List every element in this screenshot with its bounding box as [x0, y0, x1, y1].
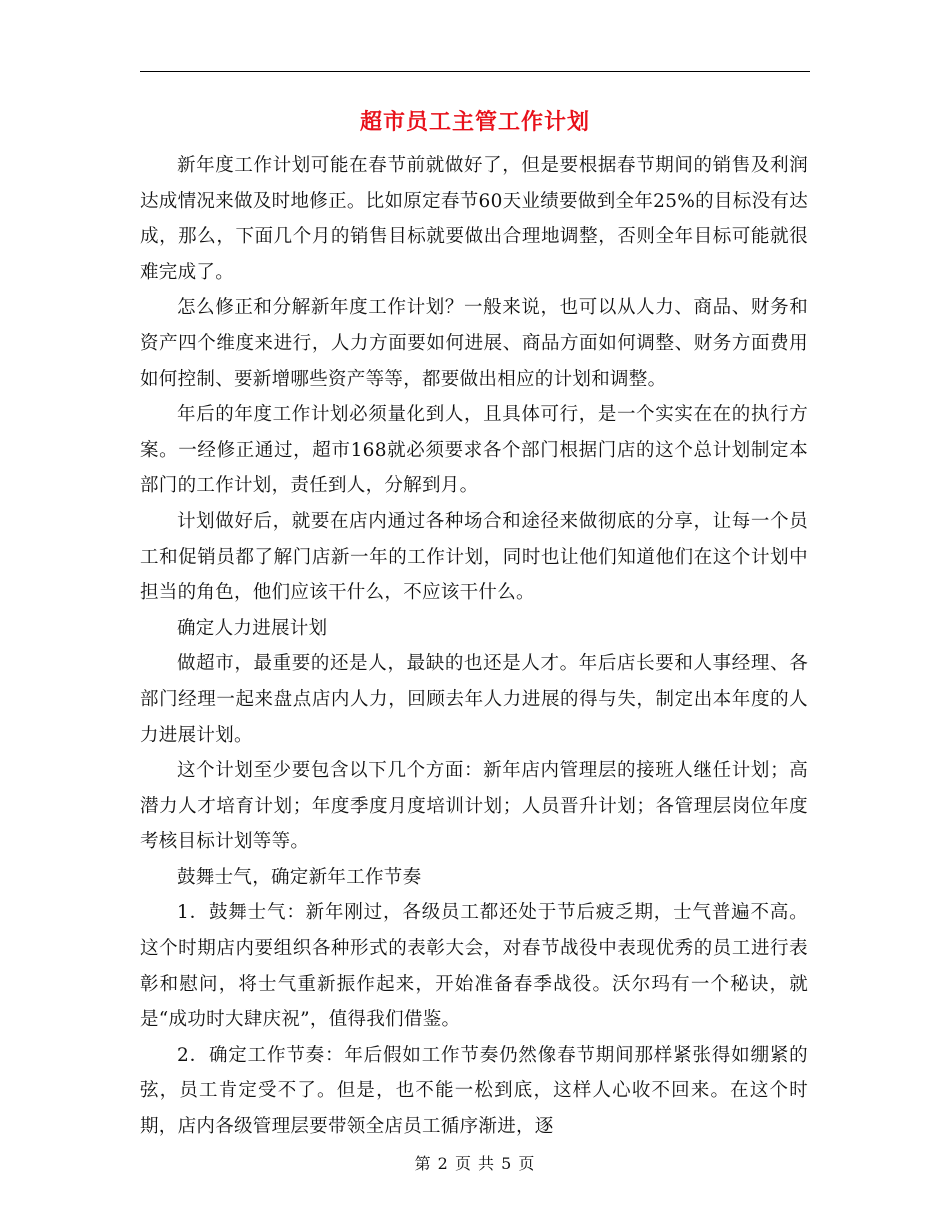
paragraph-7: 1．鼓舞士气：新年刚过，各级员工都还处于节后疲乏期，士气普遍不高。这个时期店内要组织各种形式的表彰大会，对春节战役中表现优秀的员工进行表彰和慰问，将士气重新振作起来，开始准备春季战役。沃尔玛有一个秘诀，就是“成功时大肆庆祝”，值得我们借鉴。 — [140, 902, 808, 1031]
paragraph-2: 怎么修正和分解新年度工作计划？一般来说，也可以从人力、商品、财务和资产四个维度来进行，人力方面要如何进展、商品方面如何调整、财务方面费用如何控制、要新增哪些资产等等，都要做出相应的计划和调整。 — [140, 297, 808, 390]
page-number: 第 2 页 共 5 页 — [414, 1154, 536, 1173]
paragraph-8: 2．确定工作节奏：年后假如工作节奏仍然像春节期间那样紧张得如绷紧的弦，员工肯定受不了。但是，也不能一松到底，这样人心收不回来。在这个时期，店内各级管理层要带领全店员工循序渐进，逐 — [140, 1044, 808, 1138]
section-heading-manpower: 确定人力进展计划 — [177, 617, 328, 639]
section-heading-morale: 鼓舞士气，确定新年工作节奏 — [177, 866, 422, 888]
paragraph-1: 新年度工作计划可能在春节前就做好了，但是要根据春节期间的销售及利润达成情况来做及时地修正。比如原定春节60天业绩要做到全年25%的目标没有达成，那么，下面几个月的销售目标就要做出合理地调整，否则全年目标可能就很难完成了。 — [140, 155, 808, 283]
paragraph-4: 计划做好后，就要在店内通过各种场合和途径来做彻底的分享，让每一个员工和促销员都了解门店新一年的工作计划，同时也让他们知道他们在这个计划中担当的角色，他们应该干什么，不应该干什么。 — [140, 510, 808, 604]
header-rule — [140, 71, 810, 72]
paragraph-5: 做超市，最重要的还是人，最缺的也还是人才。年后店长要和人事经理、各部门经理一起来盘点店内人力，回顾去年人力进展的得与失，制定出本年度的人力进展计划。 — [140, 653, 808, 746]
document-body — [140, 148, 808, 1145]
paragraph-6: 这个计划至少要包含以下几个方面：新年店内管理层的接班人继任计划；高潜力人才培育计划；年度季度月度培训计划；人员晋升计划；各管理层岗位年度考核目标计划等等。 — [140, 760, 808, 853]
document-title: 超市员工主管工作计划 — [359, 109, 590, 135]
paragraph-3: 年后的年度工作计划必须量化到人，且具体可行，是一个实实在在的执行方案。一经修正通过，超市168就必须要求各个部门根据门店的这个总计划制定本部门的工作计划，责任到人，分解到月。 — [140, 404, 808, 497]
